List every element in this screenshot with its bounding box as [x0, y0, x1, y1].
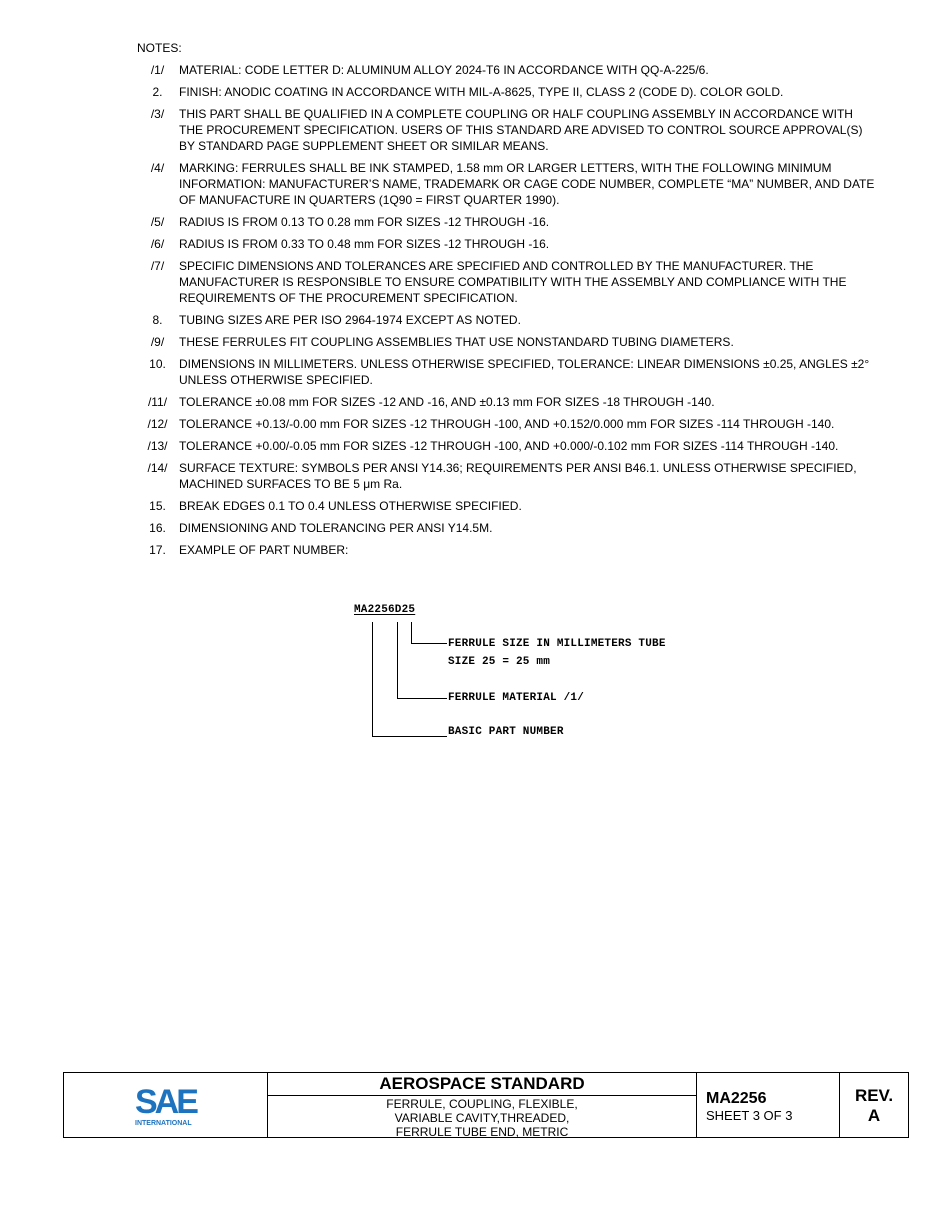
note-text: DIMENSIONS IN MILLIMETERS. UNLESS OTHERWISE SPECIFIED, TOLERANCE: LINEAR DIMENSIONS ±0.25, ANGLES ±2° UNLESS OTHERWISE SPECIFIED. — [179, 357, 870, 387]
note-text: TUBING SIZES ARE PER ISO 2964-1974 EXCEPT AS NOTED. — [179, 313, 521, 327]
size-leader-horizontal — [411, 643, 447, 644]
logo-subtext: INTERNATIONAL — [135, 1120, 192, 1127]
size-leader-vertical — [411, 622, 412, 643]
note-item — [136, 438, 876, 454]
logo-cell — [64, 1073, 268, 1137]
note-number: 15. — [149, 499, 166, 513]
revision-label: REV. — [854, 1086, 894, 1105]
note-item — [136, 258, 876, 306]
revision-cell — [840, 1073, 908, 1137]
note-number: /7/ — [150, 259, 165, 273]
notes-title: NOTES: — [137, 41, 182, 55]
note-item — [136, 416, 876, 432]
note-number: /14/ — [147, 461, 168, 475]
note-item — [136, 106, 876, 154]
note-text: SURFACE TEXTURE: SYMBOLS PER ANSI Y14.36; REQUIREMENTS PER ANSI B46.1. UNLESS OTHERWISE SPECIFIED, MACHINED SURFACES TO BE 5 μm Ra. — [179, 461, 857, 491]
note-text: RADIUS IS FROM 0.13 TO 0.28 mm FOR SIZES -12 THROUGH -16. — [179, 215, 550, 229]
note-number: /11/ — [147, 395, 168, 409]
part-description — [268, 1096, 696, 1139]
part-number-example — [352, 600, 692, 750]
note-number: /9/ — [150, 335, 165, 349]
note-text: BREAK EDGES 0.1 TO 0.4 UNLESS OTHERWISE SPECIFIED. — [179, 499, 522, 513]
note-item — [136, 62, 876, 78]
size-label-line1: FERRULE SIZE IN MILLIMETERS TUBE — [448, 638, 666, 650]
basic-leader-horizontal — [372, 736, 447, 737]
notes-list — [136, 62, 876, 564]
revision-value: A — [867, 1106, 881, 1125]
note-text: TOLERANCE +0.00/-0.05 mm FOR SIZES -12 THROUGH -100, AND +0.000/-0.102 mm FOR SIZES -114 THROUGH -140. — [179, 439, 839, 453]
note-item — [136, 214, 876, 230]
note-number: 10. — [149, 357, 166, 371]
note-item — [136, 460, 876, 492]
title-cell — [268, 1073, 697, 1137]
note-item — [136, 84, 876, 100]
standard-title: AEROSPACE STANDARD — [268, 1073, 696, 1096]
note-item — [136, 236, 876, 252]
note-item — [136, 394, 876, 410]
basic-part-number-label: BASIC PART NUMBER — [448, 726, 564, 738]
title-block — [63, 1072, 909, 1138]
note-item — [136, 520, 876, 536]
sheet-number: SHEET 3 OF 3 — [706, 1108, 793, 1123]
material-label: FERRULE MATERIAL /1/ — [448, 692, 585, 704]
note-item — [136, 312, 876, 328]
sae-logo — [134, 1083, 202, 1127]
note-item — [136, 334, 876, 350]
size-label-line2: SIZE 25 = 25 mm — [448, 656, 551, 668]
note-item — [136, 356, 876, 388]
description-line: VARIABLE CAVITY,THREADED, — [394, 1111, 570, 1125]
note-number: 2. — [152, 85, 163, 99]
note-number: /12/ — [147, 417, 168, 431]
note-number: 16. — [149, 521, 166, 535]
note-number: /6/ — [150, 237, 165, 251]
note-number: /13/ — [147, 439, 168, 453]
basic-leader-vertical — [372, 622, 373, 736]
part-number-code: MA2256D25 — [354, 604, 416, 616]
note-text: THIS PART SHALL BE QUALIFIED IN A COMPLETE COUPLING OR HALF COUPLING ASSEMBLY IN ACCORDANCE WITH THE PROCUREMENT SPECIFICATION. USERS OF THIS STANDARD ARE ADVISED TO CONTROL SOURCE APPROVAL(S) BY STANDARD PAGE SUPPLEMENT SHEET OR SIMILAR MEANS. — [179, 107, 863, 153]
description-line: FERRULE TUBE END, METRIC — [395, 1125, 569, 1139]
logo-text: SAE — [135, 1083, 196, 1121]
note-text: MARKING: FERRULES SHALL BE INK STAMPED, 1.58 mm OR LARGER LETTERS, WITH THE FOLLOWING MINIMUM INFORMATION: MANUFACTURER’S NAME, TRADEMARK OR CAGE CODE NUMBER, COMPLETE “MA” NUMBER, AND DATE OF MANUFACTURE IN QUARTERS (1Q90 = FIRST QUARTER 1990). — [179, 161, 875, 207]
note-text: TOLERANCE +0.13/-0.00 mm FOR SIZES -12 THROUGH -100, AND +0.152/0.000 mm FOR SIZES -114 THROUGH -140. — [179, 417, 835, 431]
material-leader-vertical — [397, 622, 398, 698]
note-number: /3/ — [150, 107, 165, 121]
note-text: RADIUS IS FROM 0.33 TO 0.48 mm FOR SIZES -12 THROUGH -16. — [179, 237, 550, 251]
note-text: DIMENSIONING AND TOLERANCING PER ANSI Y14.5M. — [179, 521, 493, 535]
note-text: EXAMPLE OF PART NUMBER: — [179, 543, 349, 557]
description-line: FERRULE, COUPLING, FLEXIBLE, — [386, 1097, 578, 1111]
note-number: 17. — [149, 543, 166, 557]
note-item — [136, 498, 876, 514]
note-item — [136, 160, 876, 208]
note-text: FINISH: ANODIC COATING IN ACCORDANCE WITH MIL-A-8625, TYPE II, CLASS 2 (CODE D). COLOR GOLD. — [179, 85, 784, 99]
note-item — [136, 542, 876, 558]
note-number: /5/ — [150, 215, 165, 229]
document-cell — [697, 1073, 840, 1137]
note-number: 8. — [152, 313, 163, 327]
note-number: /4/ — [150, 161, 165, 175]
note-text: MATERIAL: CODE LETTER D: ALUMINUM ALLOY 2024-T6 IN ACCORDANCE WITH QQ-A-225/6. — [179, 63, 709, 77]
material-leader-horizontal — [397, 698, 447, 699]
note-number: /1/ — [150, 63, 165, 77]
document-number: MA2256 — [706, 1090, 767, 1107]
note-text: SPECIFIC DIMENSIONS AND TOLERANCES ARE SPECIFIED AND CONTROLLED BY THE MANUFACTURER. THE MANUFACTURER IS RESPONSIBLE TO ENSURE COMPATIBILITY WITH THE ASSEMBLY AND COMPLIANCE WITH THE REQUIREMENTS OF THE PROCUREMENT SPECIFICATION. — [179, 259, 847, 305]
note-text: TOLERANCE ±0.08 mm FOR SIZES -12 AND -16, AND ±0.13 mm FOR SIZES -18 THROUGH -140. — [179, 395, 715, 409]
note-text: THESE FERRULES FIT COUPLING ASSEMBLIES THAT USE NONSTANDARD TUBING DIAMETERS. — [179, 335, 734, 349]
